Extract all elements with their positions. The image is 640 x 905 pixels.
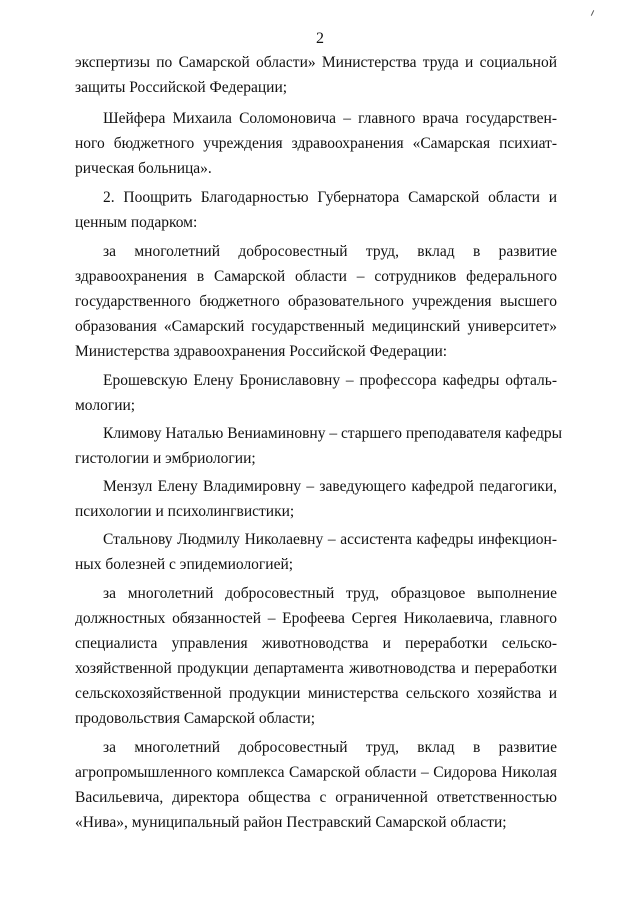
paragraph-line: образования «Самарский государственный медицинский университет» — [75, 318, 557, 335]
paragraph-line: продовольствия Самарской области; — [75, 710, 316, 727]
paragraph-line: Мензул Елену Владимировну – заведующего кафедрой педагогики, — [103, 478, 557, 495]
paragraph-line: за многолетний добросовестный труд, образцовое выполнение — [103, 585, 557, 602]
paragraph-line: защиты Российской Федерации; — [75, 79, 288, 96]
paragraph-line: хозяйственной продукции департамента животноводства и переработки — [75, 660, 557, 677]
paragraph-line: агропромышленного комплекса Самарской области – Сидорова Николая — [75, 764, 557, 781]
paragraph-line: психологии и психолингвистики; — [75, 503, 295, 520]
paragraph-line: ценным подарком: — [75, 214, 198, 231]
page-number: 2 — [316, 30, 324, 47]
paragraph-line: сельскохозяйственной продукции министерства сельского хозяйства и — [75, 685, 557, 702]
paragraph-line: государственного бюджетного образовательного учреждения высшего — [75, 293, 557, 310]
paragraph-line: специалиста управления животноводства и переработки сельско- — [75, 635, 557, 652]
paragraph-line: Шейфера Михаила Соломоновича – главного врача государствен- — [103, 110, 557, 127]
paragraph-line: рическая больница». — [75, 160, 212, 177]
paragraph-line: за многолетний добросовестный труд, вклад в развитие — [103, 243, 557, 260]
scan-mark — [591, 10, 594, 16]
paragraph-line: Васильевича, директора общества с ограниченной ответственностью — [75, 789, 557, 806]
paragraph-line: ного бюджетного учреждения здравоохранения «Самарская психиат- — [75, 135, 557, 152]
paragraph-line: мологии; — [75, 397, 136, 414]
paragraph-line: 2. Поощрить Благодарностью Губернатора Самарской области и — [103, 189, 557, 206]
paragraph-line: Климову Наталью Вениаминовну – старшего преподавателя кафедры — [103, 425, 563, 442]
paragraph-line: Ерошевскую Елену Брониславовну – профессора кафедры офталь- — [103, 372, 557, 389]
paragraph-line: Стальнову Людмилу Николаевну – ассистента кафедры инфекцион- — [103, 531, 557, 548]
paragraph-line: за многолетний добросовестный труд, вклад в развитие — [103, 739, 557, 756]
paragraph-line: ных болезней с эпидемиологией; — [75, 556, 294, 573]
paragraph-line: «Нива», муниципальный район Пестравский Самарской области; — [75, 814, 507, 831]
paragraph-line: здравоохранения в Самарской области – сотрудников федерального — [75, 268, 557, 285]
paragraph-line: гистологии и эмбриологии; — [75, 450, 256, 467]
paragraph-line: экспертизы по Самарской области» Министерства труда и социальной — [75, 54, 557, 71]
paragraph-line: Министерства здравоохранения Российской Федерации: — [75, 343, 448, 360]
paragraph-line: должностных обязанностей – Ерофеева Сергея Николаевича, главного — [75, 610, 557, 627]
